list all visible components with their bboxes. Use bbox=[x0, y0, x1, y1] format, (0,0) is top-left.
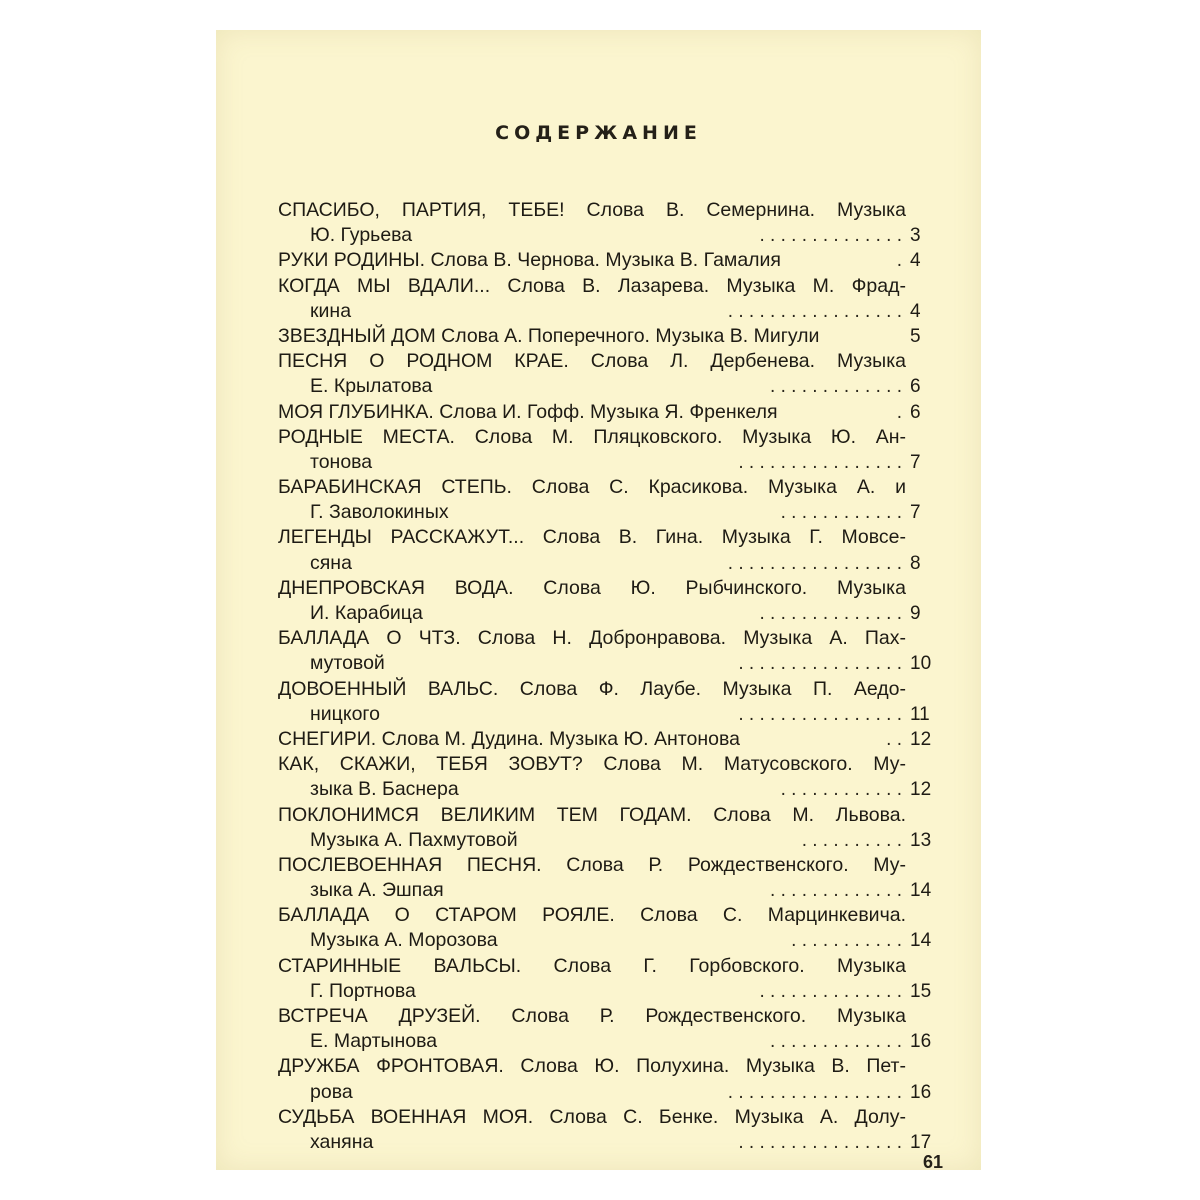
toc-entry-title bbox=[278, 752, 950, 777]
toc-page-number: 12 bbox=[910, 779, 932, 801]
toc-entry-text: Музыка А. Морозова bbox=[310, 929, 498, 952]
toc-entry-title bbox=[278, 727, 950, 752]
toc-page-number: 14 bbox=[910, 930, 932, 952]
toc-entry-continuation bbox=[278, 1080, 950, 1105]
leader-dots: . . . . . . . . . . . . . . . . . bbox=[727, 300, 902, 322]
leader-dots: . . . . . . . . . . . . bbox=[780, 779, 902, 801]
toc-entry-continuation bbox=[278, 777, 950, 802]
toc-entry-continuation bbox=[278, 1029, 950, 1054]
toc-entry bbox=[278, 903, 950, 953]
toc-entry-text: ДРУЖБА ФРОНТОВАЯ. Слова Ю. Полухина. Музыка В. Пет- bbox=[278, 1055, 906, 1078]
toc-entry bbox=[278, 248, 950, 273]
toc-entry-continuation bbox=[278, 223, 950, 248]
toc-page-number: 17 bbox=[910, 1131, 932, 1153]
leader-dots: . . . . . . . . . . . . . . . . bbox=[738, 703, 902, 725]
toc-page-number: 12 bbox=[910, 728, 932, 750]
leader-dots: . . . . . . . . . . . bbox=[791, 930, 902, 952]
toc-entry-title bbox=[278, 576, 950, 601]
toc-entry-text: сяна bbox=[310, 551, 352, 574]
toc-entry-continuation bbox=[278, 450, 950, 475]
toc-entry bbox=[278, 198, 950, 248]
table-of-contents bbox=[278, 198, 950, 1155]
toc-page-number: 11 bbox=[910, 703, 930, 725]
toc-entry-title bbox=[278, 903, 950, 928]
page-number: 61 bbox=[923, 1152, 944, 1172]
toc-entry-continuation bbox=[278, 551, 950, 576]
toc-entry-text: рова bbox=[310, 1080, 353, 1103]
book-page bbox=[216, 30, 981, 1170]
toc-entry-text: Г. Заволокиных bbox=[310, 501, 449, 524]
toc-entry-continuation bbox=[278, 928, 950, 953]
toc-entry-text: СТАРИННЫЕ ВАЛЬСЫ. Слова Г. Горбовского. Музыка bbox=[278, 954, 906, 977]
toc-entry-title bbox=[278, 1105, 950, 1130]
leader-dots: . . bbox=[886, 728, 902, 750]
toc-entry bbox=[278, 425, 950, 475]
leader-dots: . . . . . . . . . . . . . . bbox=[759, 603, 902, 624]
toc-entry bbox=[278, 1004, 950, 1054]
toc-entry-title bbox=[278, 803, 950, 828]
toc-page-number: 3 bbox=[910, 225, 921, 247]
leader-dots: . bbox=[896, 401, 902, 423]
toc-entry bbox=[278, 475, 950, 525]
toc-entry-title bbox=[278, 475, 950, 500]
leader-dots: . . . . . . . . . . . . . bbox=[770, 1031, 902, 1053]
toc-entry-title bbox=[278, 626, 950, 651]
page-title: СОДЕРЖАНИЕ bbox=[495, 122, 702, 144]
toc-entry-title bbox=[278, 1004, 950, 1029]
toc-entry-text: Музыка А. Пахмутовой bbox=[310, 828, 518, 851]
toc-entry-text: ЛЕГЕНДЫ РАССКАЖУТ... Слова В. Гина. Музыка Г. Мовсе- bbox=[278, 526, 906, 549]
toc-page-number: 6 bbox=[910, 376, 921, 398]
toc-entry-text: Е. Крылатова bbox=[310, 375, 433, 398]
leader-dots: . . . . . . . . . . . . . . bbox=[759, 980, 902, 1002]
toc-entry bbox=[278, 1105, 950, 1155]
toc-page-number: 7 bbox=[910, 502, 921, 524]
toc-entry-continuation bbox=[278, 500, 950, 525]
toc-entry bbox=[278, 349, 950, 399]
leader-dots: . . . . . . . . . . . . . . . . bbox=[738, 1131, 902, 1153]
toc-entry-text: ПОКЛОНИМСЯ ВЕЛИКИМ ТЕМ ГОДАМ. Слова М. Львова. bbox=[278, 803, 906, 826]
toc-entry bbox=[278, 727, 950, 752]
toc-page-number: 9 bbox=[910, 603, 921, 624]
toc-entry bbox=[278, 1054, 950, 1104]
toc-entry-text: СУДЬБА ВОЕННАЯ МОЯ. Слова С. Бенке. Музыка А. Долу- bbox=[278, 1105, 906, 1128]
toc-page-number: 7 bbox=[910, 451, 921, 473]
toc-entry-text: ханяна bbox=[310, 1130, 374, 1153]
leader-dots: . . . . . . . . . . . . . bbox=[770, 880, 902, 902]
toc-entry-text: РОДНЫЕ МЕСТА. Слова М. Пляцковского. Музыка Ю. Ан- bbox=[278, 425, 906, 448]
toc-entry bbox=[278, 752, 950, 802]
toc-page-number: 16 bbox=[910, 1081, 932, 1103]
toc-entry-text: РУКИ РОДИНЫ. Слова В. Чернова. Музыка В. Гамалия bbox=[278, 249, 781, 272]
toc-entry-text: БАРАБИНСКАЯ СТЕПЬ. Слова С. Красикова. Музыка А. и bbox=[278, 476, 906, 499]
toc-page-number: 8 bbox=[910, 552, 921, 574]
toc-entry-text: ЗВЕЗДНЫЙ ДОМ Слова А. Поперечного. Музыка В. Мигули bbox=[278, 324, 820, 347]
toc-entry-continuation bbox=[278, 651, 950, 676]
toc-entry bbox=[278, 525, 950, 575]
toc-entry-continuation bbox=[278, 878, 950, 903]
leader-dots: . bbox=[896, 250, 902, 272]
toc-entry-text: Е. Мартынова bbox=[310, 1030, 438, 1053]
toc-entry-text: ПЕСНЯ О РОДНОМ КРАЕ. Слова Л. Дербенева. Музыка bbox=[278, 350, 906, 373]
toc-entry-text: СПАСИБО, ПАРТИЯ, ТЕБЕ! Слова В. Семернина. Музыка bbox=[278, 199, 906, 221]
toc-entry-continuation bbox=[278, 601, 950, 626]
toc-entry bbox=[278, 576, 950, 626]
leader-dots: . . . . . . . . . . . . . . . . bbox=[738, 451, 902, 473]
toc-entry bbox=[278, 274, 950, 324]
toc-entry-text: ВСТРЕЧА ДРУЗЕЙ. Слова Р. Рождественского. Музыка bbox=[278, 1005, 906, 1027]
toc-entry bbox=[278, 954, 950, 1004]
toc-entry-title bbox=[278, 954, 950, 979]
toc-entry-text: ДОВОЕННЫЙ ВАЛЬС. Слова Ф. Лаубе. Музыка П. Аедо- bbox=[278, 677, 906, 700]
leader-dots: . . . . . . . . . . . . . . . . . bbox=[727, 1081, 902, 1103]
toc-page-number: 16 bbox=[910, 1031, 932, 1053]
toc-entry-text: кина bbox=[310, 299, 352, 322]
toc-entry bbox=[278, 324, 950, 349]
toc-page-number: 6 bbox=[910, 401, 921, 423]
toc-entry bbox=[278, 853, 950, 903]
leader-dots: . . . . . . . . . . bbox=[801, 829, 902, 851]
toc-entry-text: И. Карабица bbox=[310, 602, 423, 624]
toc-page-number: 5 bbox=[910, 325, 921, 347]
toc-entry-text: СНЕГИРИ. Слова М. Дудина. Музыка Ю. Антонова bbox=[278, 727, 740, 750]
toc-entry-text: мутовой bbox=[310, 652, 385, 675]
toc-entry-text: зыка А. Эшпая bbox=[310, 879, 444, 902]
toc-entry-continuation bbox=[278, 828, 950, 853]
toc-entry-title bbox=[278, 324, 950, 349]
toc-entry-title bbox=[278, 677, 950, 702]
leader-dots: . . . . . . . . . . . . . . bbox=[759, 225, 902, 247]
toc-entry-text: БАЛЛАДА О СТАРОМ РОЯЛЕ. Слова С. Марцинкевича. bbox=[278, 904, 906, 927]
toc-entry-title bbox=[278, 525, 950, 550]
toc-entry-text: тонова bbox=[310, 450, 373, 473]
toc-page-number: 14 bbox=[910, 880, 932, 902]
leader-dots: . . . . . . . . . . . . . . . . bbox=[738, 653, 902, 675]
toc-entry-continuation bbox=[278, 702, 950, 727]
toc-page-number: 15 bbox=[910, 980, 932, 1002]
toc-entry-text: МОЯ ГЛУБИНКА. Слова И. Гофф. Музыка Я. Френкеля bbox=[278, 400, 778, 423]
toc-entry-text: БАЛЛАДА О ЧТЗ. Слова Н. Добронравова. Музыка А. Пах- bbox=[278, 627, 906, 650]
toc-entry-text: КАК, СКАЖИ, ТЕБЯ ЗОВУТ? Слова М. Матусовского. Му- bbox=[278, 753, 906, 776]
toc-entry-text: ДНЕПРОВСКАЯ ВОДА. Слова Ю. Рыбчинского. Музыка bbox=[278, 576, 906, 599]
toc-entry-title bbox=[278, 198, 950, 223]
toc-page-number: 13 bbox=[910, 829, 932, 851]
toc-entry-title bbox=[278, 400, 950, 425]
toc-entry-title bbox=[278, 853, 950, 878]
toc-entry-title bbox=[278, 274, 950, 299]
toc-page-number: 4 bbox=[910, 300, 921, 322]
toc-entry bbox=[278, 400, 950, 425]
toc-entry bbox=[278, 803, 950, 853]
toc-entry-text: Ю. Гурьева bbox=[310, 224, 413, 247]
toc-page-number: 10 bbox=[910, 653, 932, 675]
toc-entry-text: ПОСЛЕВОЕННАЯ ПЕСНЯ. Слова Р. Рождественского. Му- bbox=[278, 853, 906, 876]
toc-entry-text: зыка В. Баснера bbox=[310, 778, 459, 801]
toc-entry-continuation bbox=[278, 299, 950, 324]
toc-entry-title bbox=[278, 349, 950, 374]
toc-entry bbox=[278, 626, 950, 676]
toc-entry-continuation bbox=[278, 374, 950, 399]
toc-entry-title bbox=[278, 248, 950, 273]
toc-entry-text: КОГДА МЫ ВДАЛИ... Слова В. Лазарева. Музыка М. Фрад- bbox=[278, 274, 906, 297]
toc-entry bbox=[278, 677, 950, 727]
toc-entry-title bbox=[278, 425, 950, 450]
leader-dots: . . . . . . . . . . . . . bbox=[770, 376, 902, 398]
toc-entry-continuation bbox=[278, 1130, 950, 1155]
toc-entry-title bbox=[278, 1054, 950, 1079]
toc-entry-text: Г. Портнова bbox=[310, 979, 416, 1002]
leader-dots: . . . . . . . . . . . . . . . . . bbox=[727, 552, 902, 574]
toc-entry-text: ницкого bbox=[310, 702, 380, 725]
toc-entry-continuation bbox=[278, 979, 950, 1004]
leader-dots: . . . . . . . . . . . . bbox=[780, 502, 902, 524]
toc-page-number: 4 bbox=[910, 250, 921, 272]
